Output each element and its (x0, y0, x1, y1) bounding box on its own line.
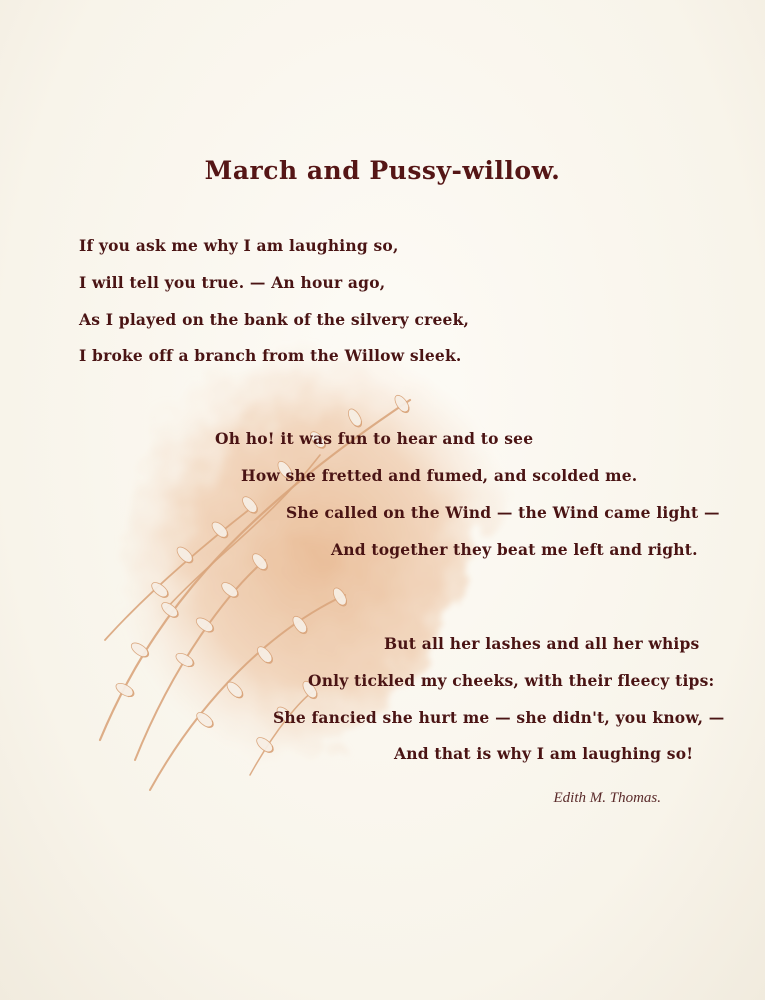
stanza-3-line-3: She fancied she hurt me — she didn't, you know, — (273, 708, 725, 727)
poem-author: Edith M. Thomas. (553, 790, 661, 806)
stanza-2-line-2: How she fretted and fumed, and scolded me. (241, 466, 638, 485)
stanza-1-line-3: As I played on the bank of the silvery creek, (79, 310, 470, 329)
stanza-2-line-1: Oh ho! it was fun to hear and to see (215, 429, 534, 448)
stanza-1-line-2: I will tell you true. — An hour ago, (79, 273, 386, 292)
stanza-3-line-4: And that is why I am laughing so! (394, 744, 694, 763)
stanza-2-line-3: She called on the Wind — the Wind came light — (286, 503, 720, 522)
stanza-3-line-2: Only tickled my cheeks, with their fleecy tips: (308, 671, 715, 690)
stanza-3-line-1: But all her lashes and all her whips (384, 634, 700, 653)
stanza-1-line-1: If you ask me why I am laughing so, (79, 236, 399, 255)
stanza-2-line-4: And together they beat me left and right. (331, 540, 698, 559)
stanza-1-line-4: I broke off a branch from the Willow sleek. (79, 346, 462, 365)
poem-title: March and Pussy-willow. (204, 156, 561, 185)
